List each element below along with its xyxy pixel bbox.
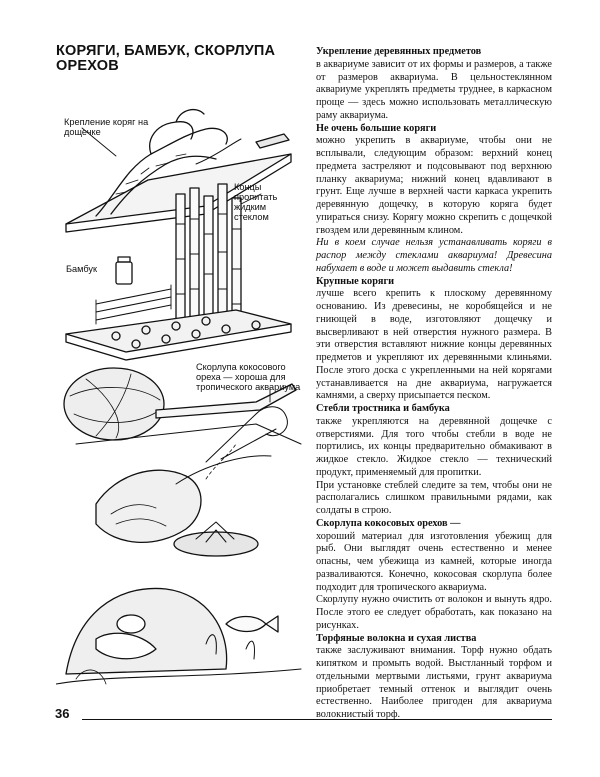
- page-number: 36: [55, 706, 70, 721]
- label-glass: Концы пропитать жидким стеклом: [234, 182, 278, 222]
- heading-wooden-objects: Укрепление деревянных предметов: [316, 46, 482, 57]
- paragraph: также заслуживают внимания. Торф нужно обдать кипятком и промыть водой. Выстланный торфом и отдельными мертвыми листьями, грунт аквариума приобретает темный оттенок и выглядит очень естественно. Наиболее пригоден для аквариума волокнистый торф.: [316, 645, 552, 720]
- heading-coconut: Скорлупа кокосовых орехов —: [316, 517, 461, 529]
- shelter-drawing: [56, 588, 301, 684]
- paragraph: лучше всего крепить к плоскому деревянному основанию. Из древесины, не коробящейся и не гниющей в воде, изготовляют дощечку и высверливают в ней отверстия нужного размера. В эти отверстия вставляют нижние концы деревянных предметов и укрепляют их деревянными клиньями. После этого доска с укрепленными на ней корягами устанавливается на дне аквариума, нагружается камнями, а сверху присыпается песком.: [316, 288, 552, 402]
- heading-peat: Торфяные волокна и сухая листва: [316, 632, 477, 644]
- body-text: [316, 46, 552, 722]
- paragraph: Скорлупу нужно очистить от волокон и вынуть ядро. После этого ее следует обработать, как показано на рисунках.: [316, 594, 552, 631]
- heading-reed-bamboo: Стебли тростника и бамбука: [316, 403, 450, 414]
- label-bamboo: Бамбук: [66, 264, 98, 274]
- paragraph: можно укрепить в аквариуме, чтобы они не всплывали, следующим образом: верхний конец предмета застреляют и подсовывают под верхнюю планку аквариума; нижний конец вдавливают в грунт. Еще лучше в верхней части каркаса укрепить деревянную дощечку, в которую коряга будет упираться снизу. Корягу можно скрепить с дощечкой гвоздем или деревянным клином.: [316, 135, 552, 236]
- paragraph: При установке стеблей следите за тем, чтобы они не располагались слишком правильными рядами, как солдаты в строю.: [316, 479, 552, 516]
- page-title: КОРЯГИ, БАМБУК, СКОРЛУПА ОРЕХОВ: [56, 43, 276, 74]
- illustration: [56, 84, 308, 704]
- illustration-drawing: [56, 84, 308, 704]
- label-coconut: Скорлупа кокосового ореха — хороша для тропического аквариума: [196, 362, 301, 392]
- paragraph: хороший материал для изготовления убежищ для рыб. Они выглядят очень естественно и менее опасны, чем убежища из камней, которые иногда разваливаются. Конечно, кокосовая скорлупа более подходит для тропического аквариума.: [316, 530, 552, 593]
- heading-large-roots: Крупные коряги: [316, 275, 395, 287]
- paragraph: в аквариуме зависит от их формы и размеров, а также от размеров аквариума. В цельностеклянном аквариуме укреплять предметы труднее, в каркасном проще — здесь можно использовать металлическую раму аквариума.: [316, 58, 552, 121]
- footer-rule: [82, 719, 552, 720]
- label-roots: Крепление коряг на дощечке: [64, 117, 149, 137]
- paragraph: также укрепляются на деревянной дощечке с отверстиями. Для того чтобы стебли в воде не портились, их концы предварительно обмакивают в жидкое стекло. Жидкое стекло — технический продукт, применяемый для пропитки.: [316, 415, 552, 478]
- warning-paragraph: Ни в коем случае нельзя устанавливать коряги в распор между стеклами аквариума! Древесина набухает в воде и может выдавить стекла!: [316, 237, 552, 274]
- heading-small-roots: Не очень большие коряги: [316, 122, 437, 134]
